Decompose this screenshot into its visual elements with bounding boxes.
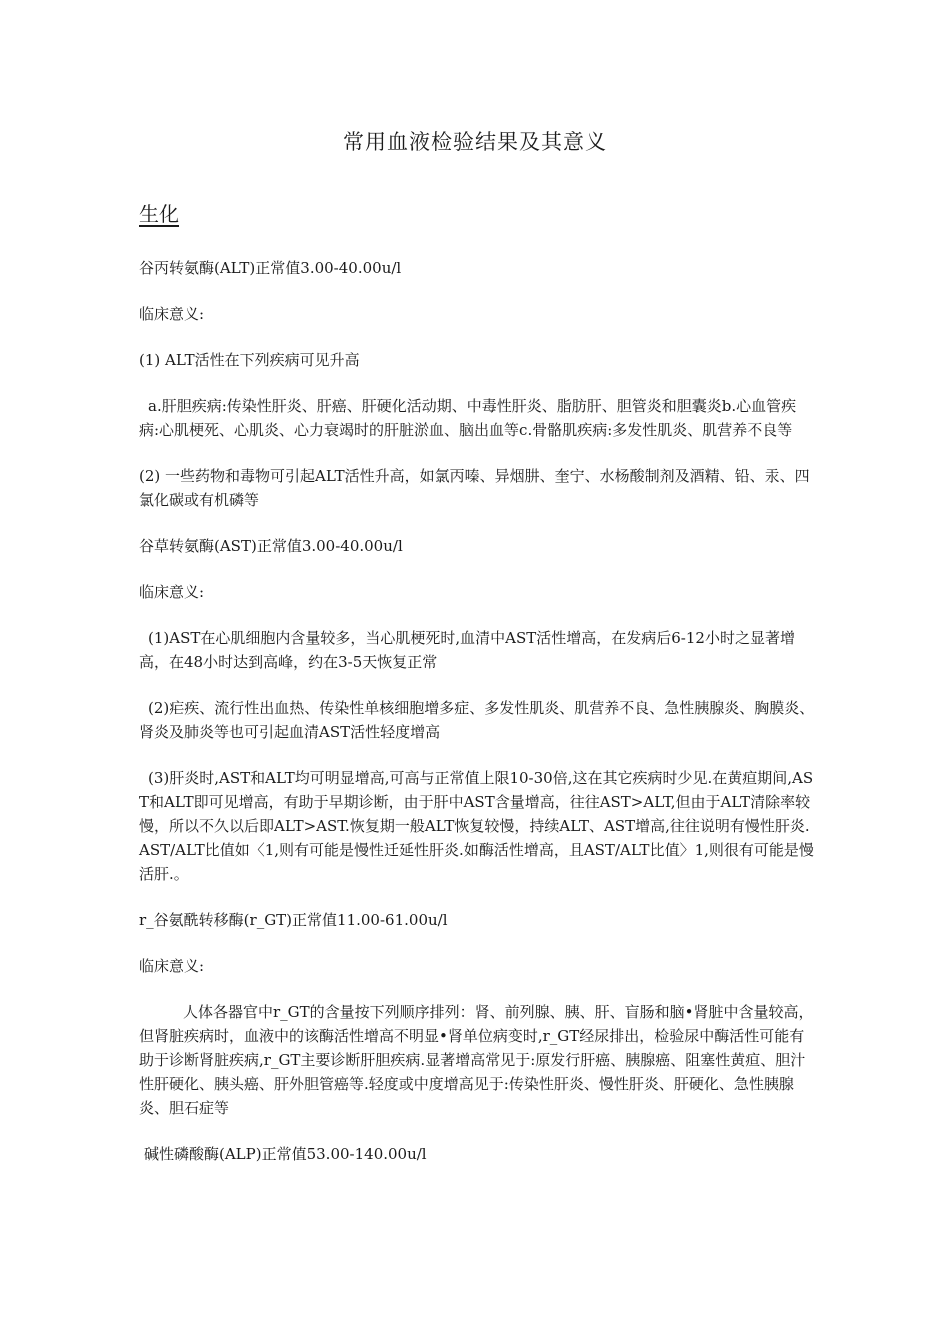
document-title: 常用血液检验结果及其意义 <box>343 130 607 154</box>
document-body <box>139 256 815 1166</box>
ast-item-2: (2)疟疾、流行性出血热、传染性单核细胞增多症、多发性肌炎、肌营养不良、急性胰腺炎、胸膜炎、肾炎及肺炎等也可引起血清AST活性轻度增高 <box>139 699 815 741</box>
alt-item-1-title: (1) ALT活性在下列疾病可见升高 <box>139 351 360 369</box>
ast-clinical-label: 临床意义: <box>139 583 205 601</box>
ast-item-1: (1)AST在心肌细胞内含量较多，当心肌梗死时,血清中AST活性增高，在发病后6-12小时之显著增高，在48小时达到高峰，约在3-5天恢复正常 <box>139 629 795 671</box>
ast-item-3: (3)肝炎时,AST和ALT均可明显增高,可高与正常值上限10-30倍,这在其它疾病时少见.在黄疸期间,AST和ALT即可见增高，有助于早期诊断，由于肝中AST含量增高，往往AST>ALT,但由于ALT清除率较慢，所以不久以后即ALT>AST.恢复期一般ALT恢复较慢，持续ALT、AST增高,往往说明有慢性肝炎.AST/ALT比值如〈1,则有可能是慢性迁延性肝炎.如酶活性增高，且AST/ALT比值〉1,则很有可能是慢活肝.。 <box>139 769 814 883</box>
ggt-body: 人体各器官中r_GT的含量按下列顺序排列：肾、前列腺、胰、肝、盲肠和脑•肾脏中含量较高，但肾脏疾病时，血液中的该酶活性增高不明显•肾单位病变时,r_GT经尿排出，检验尿中酶活性可能有助于诊断肾脏疾病,r_GT主要诊断肝胆疾病.显著增高常见于:原发行肝癌、胰腺癌、阻塞性黄疸、胆汁性肝硬化、胰头癌、肝外胆管癌等.轻度或中度增高见于:传染性肝炎、慢性肝炎、肝硬化、急性胰腺炎、胆石症等 <box>139 1003 814 1117</box>
ast-header: 谷草转氨酶(AST)正常值3.00-40.00u/l <box>139 537 403 555</box>
alt-item-2: (2) 一些药物和毒物可引起ALT活性升高，如氯丙嗪、异烟肼、奎宁、水杨酸制剂及酒精、铅、汞、四氯化碳或有机磷等 <box>139 467 810 509</box>
alp-header: 碱性磷酸酶(ALP)正常值53.00-140.00u/l <box>144 1145 427 1163</box>
section-heading-biochemistry: 生化 <box>139 202 179 226</box>
alt-clinical-label: 临床意义: <box>139 305 205 323</box>
alt-header: 谷丙转氨酶(ALT)正常值3.00-40.00u/l <box>139 259 402 277</box>
alt-item-1-detail: a.肝胆疾病:传染性肝炎、肝癌、肝硬化活动期、中毒性肝炎、脂肪肝、胆管炎和胆囊炎b.心血管疾病:心肌梗死、心肌炎、心力衰竭时的肝脏淤血、脑出血等c.骨骼肌疾病:多发性肌炎、肌营养不良等 <box>139 397 797 439</box>
ggt-header: r_谷氨酰转移酶(r_GT)正常值11.00-61.00u/l <box>139 911 448 929</box>
ggt-clinical-label: 临床意义: <box>139 957 205 975</box>
